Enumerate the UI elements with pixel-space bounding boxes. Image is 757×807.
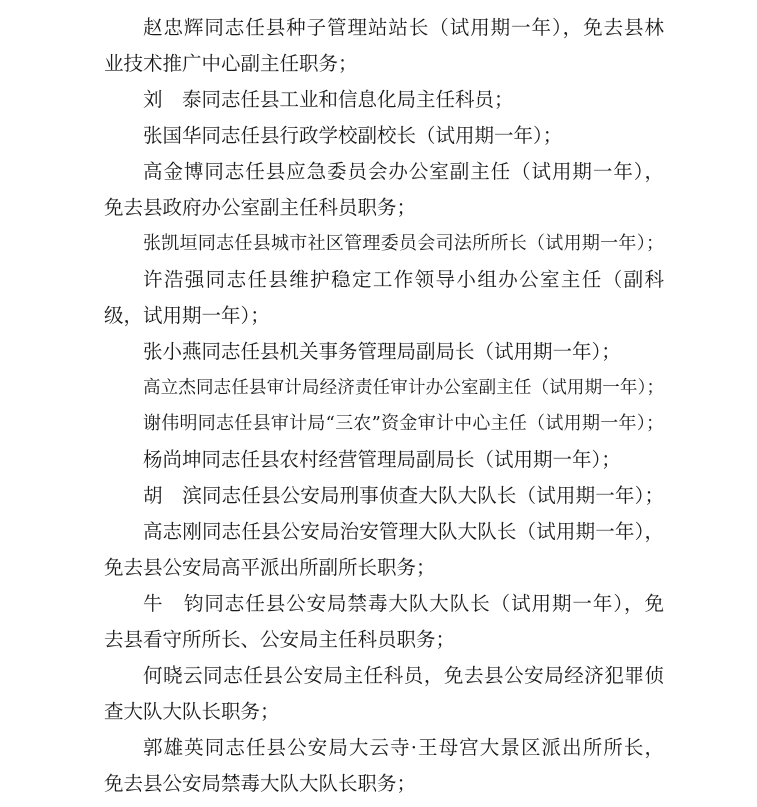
- text-line: 杨尚坤同志任县农村经营管理局副局长（试用期一年）；: [143, 448, 621, 471]
- text-line: 牛 钧同志任县公安局禁毒大队大队长（试用期一年），免: [143, 592, 664, 615]
- text-line: 去县看守所所长、公安局主任科员职务；: [104, 628, 456, 651]
- text-line: 免去县政府办公室副主任科员职务；: [104, 196, 417, 219]
- text-line: 查大队大队长职务；: [104, 700, 280, 723]
- text-line: 免去县公安局禁毒大队大队长职务；: [104, 772, 417, 795]
- text-line: 胡 滨同志任县公安局刑事侦查大队大队长（试用期一年）；: [143, 484, 664, 507]
- text-line: 免去县公安局高平派出所副所长职务；: [104, 556, 436, 579]
- text-line: 高志刚同志任县公安局治安管理大队大队长（试用期一年），: [143, 520, 664, 543]
- text-line: 张国华同志任县行政学校副校长（试用期一年）；: [143, 124, 563, 147]
- text-line: 业技术推广中心副主任职务；: [104, 52, 358, 75]
- text-line: 赵忠辉同志任县种子管理站站长（试用期一年），免去县林: [143, 16, 664, 39]
- text-line: 级，试用期一年）；: [104, 304, 270, 327]
- text-line: 郭雄英同志任县公安局大云寺·王母宫大景区派出所所长，: [143, 736, 664, 759]
- text-line: 何晓云同志任县公安局主任科员，免去县公安局经济犯罪侦: [143, 664, 664, 687]
- document-body: [104, 10, 664, 802]
- text-line: 高立杰同志任县审计局经济责任审计办公室副主任（试用期一年）；: [143, 378, 664, 398]
- text-line: 谢伟明同志任县审计局“三农”资金审计中心主任（试用期一年）；: [143, 413, 664, 434]
- text-line: 刘 泰同志任县工业和信息化局主任科员；: [143, 88, 514, 111]
- text-line: 张小燕同志任县机关事务管理局副局长（试用期一年）；: [143, 340, 621, 363]
- text-line: 许浩强同志任县维护稳定工作领导小组办公室主任（副科: [143, 268, 664, 291]
- text-line: 高金博同志任县应急委员会办公室副主任（试用期一年），: [143, 160, 664, 183]
- text-line: 张凯垣同志任县城市社区管理委员会司法所所长（试用期一年）；: [143, 233, 664, 254]
